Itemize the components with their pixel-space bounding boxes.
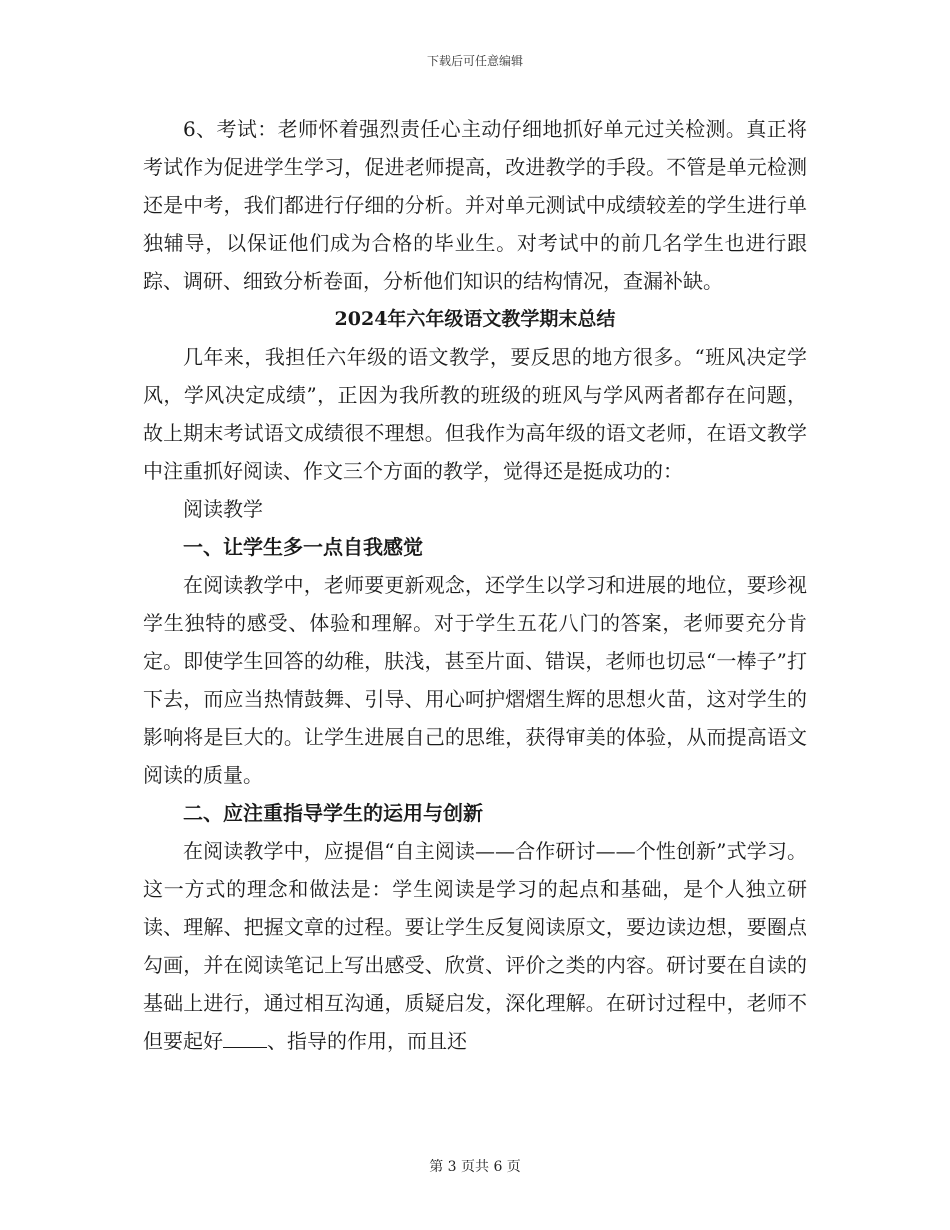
paragraph-exam: 6、考试：老师怀着强烈责任心主动仔细地抓好单元过关检测。真正将考试作为促进学生学习，促进老师提高，改进教学的手段。不管是单元检测还是中考，我们都进行仔细的分析。并对单元测试中成绩较差的学生进行单独辅导，以保证他们成为合格的毕业生。对考试中的前几名学生也进行跟踪、调研、细致分析卷面，分析他们知识的结构情况，查漏补缺。 — [143, 117, 807, 293]
paragraph-section-1: 在阅读教学中，老师要更新观念，还学生以学习和进展的地位，要珍视学生独特的感受、体验和理解。对于学生五花八门的答案，老师要充分肯定。即使学生回答的幼稚，肤浅，甚至片面、错误，老师也切忌“一棒子”打下去，而应当热情鼓舞、引导、用心呵护熠熠生辉的思想火苗，这对学生的影响将是巨大的。让学生进展自己的思维，获得审美的体验，从而提高语文阅读的质量。 — [143, 573, 807, 787]
paragraph-section-2 — [143, 832, 807, 1060]
paragraph-intro: 几年来，我担任六年级的语文教学，要反思的地方很多。“班风决定学风，学风决定成绩”，正因为我所教的班级的班风与学风两者都存在问题，故上期末考试语文成绩很不理想。但我作为高年级的语文老师，在语文教学中注重抓好阅读、作文三个方面的教学，觉得还是挺成功的： — [143, 345, 807, 483]
document-title: 2024年六年级语文教学期末总结 — [334, 308, 616, 330]
paragraph-section-2-part-b: 、指导的作用，而且还 — [267, 1029, 467, 1053]
paragraph-section-2-part-a: 在阅读教学中，应提倡“自主阅读——合作研讨——个性创新”式学习。这一方式的理念和做法是：学生阅读是学习的起点和基础，是个人独立研读、理解、把握文章的过程。要让学生反复阅读原文，要边读边想，要圈点勾画，并在阅读笔记上写出感受、欣赏、评价之类的内容。研讨要在自读的基础上进行，通过相互沟通，质疑启发，深化理解。在研讨过程中，老师不但要起好 — [143, 839, 807, 1053]
fill-in-blank — [223, 1027, 267, 1048]
page-header: 下载后可任意编辑 — [426, 54, 523, 68]
section-heading-2: 二、应注重指导学生的运用与创新 — [183, 801, 483, 825]
section-heading-1: 一、让学生多一点自我感觉 — [183, 535, 423, 559]
document-body — [143, 110, 807, 1060]
subheading-reading: 阅读教学 — [183, 497, 263, 521]
page-footer: 第 3 页共 6 页 — [429, 1159, 521, 1175]
